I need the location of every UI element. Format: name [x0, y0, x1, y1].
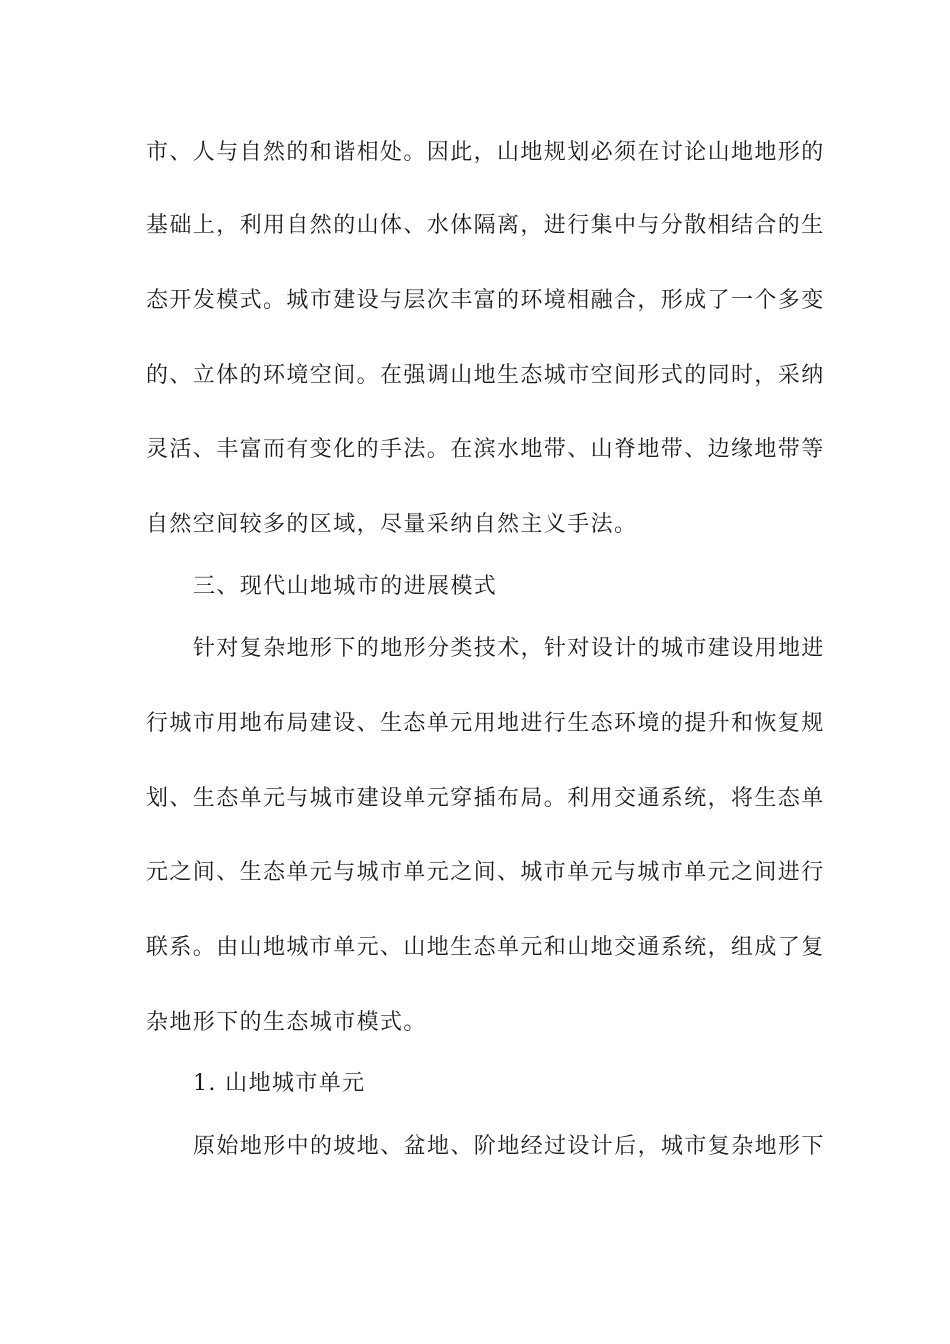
- paragraph-line: 基础上，利用自然的山体、水体隔离，进行集中与分散相结合的生: [146, 213, 825, 238]
- paragraph-line: 市、人与自然的和谐相处。因此，山地规划必须在讨论山地地形的: [146, 140, 825, 165]
- paragraph-line: 杂地形下的生态城市模式。: [146, 1010, 427, 1035]
- paragraph-line: 自然空间较多的区域，尽量采纳自然主义手法。: [146, 512, 638, 537]
- paragraph-line: 针对复杂地形下的地形分类技术，针对设计的城市建设用地进: [193, 636, 825, 661]
- paragraph-line: 原始地形中的坡地、盆地、阶地经过设计后，城市复杂地形下: [193, 1134, 825, 1159]
- paragraph-line: 态开发模式。城市建设与层次丰富的环境相融合，形成了一个多变: [146, 288, 825, 313]
- paragraph-line: 联系。由山地城市单元、山地生态单元和山地交通系统，组成了复: [146, 935, 825, 960]
- paragraph-line: 划、生态单元与城市建设单元穿插布局。利用交通系统，将生态单: [146, 786, 825, 811]
- subsection-heading: 1. 山地城市单元: [193, 1071, 366, 1096]
- paragraph-line: 的、立体的环境空间。在强调山地生态城市空间形式的同时，采纳: [146, 363, 825, 388]
- paragraph-line: 灵活、丰富而有变化的手法。在滨水地带、山脊地带、边缘地带等: [146, 437, 825, 462]
- paragraph-line: 元之间、生态单元与城市单元之间、城市单元与城市单元之间进行: [146, 860, 825, 885]
- section-heading: 三、现代山地城市的进展模式: [193, 574, 498, 599]
- paragraph-line: 行城市用地布局建设、生态单元用地进行生态环境的提升和恢复规: [146, 711, 825, 736]
